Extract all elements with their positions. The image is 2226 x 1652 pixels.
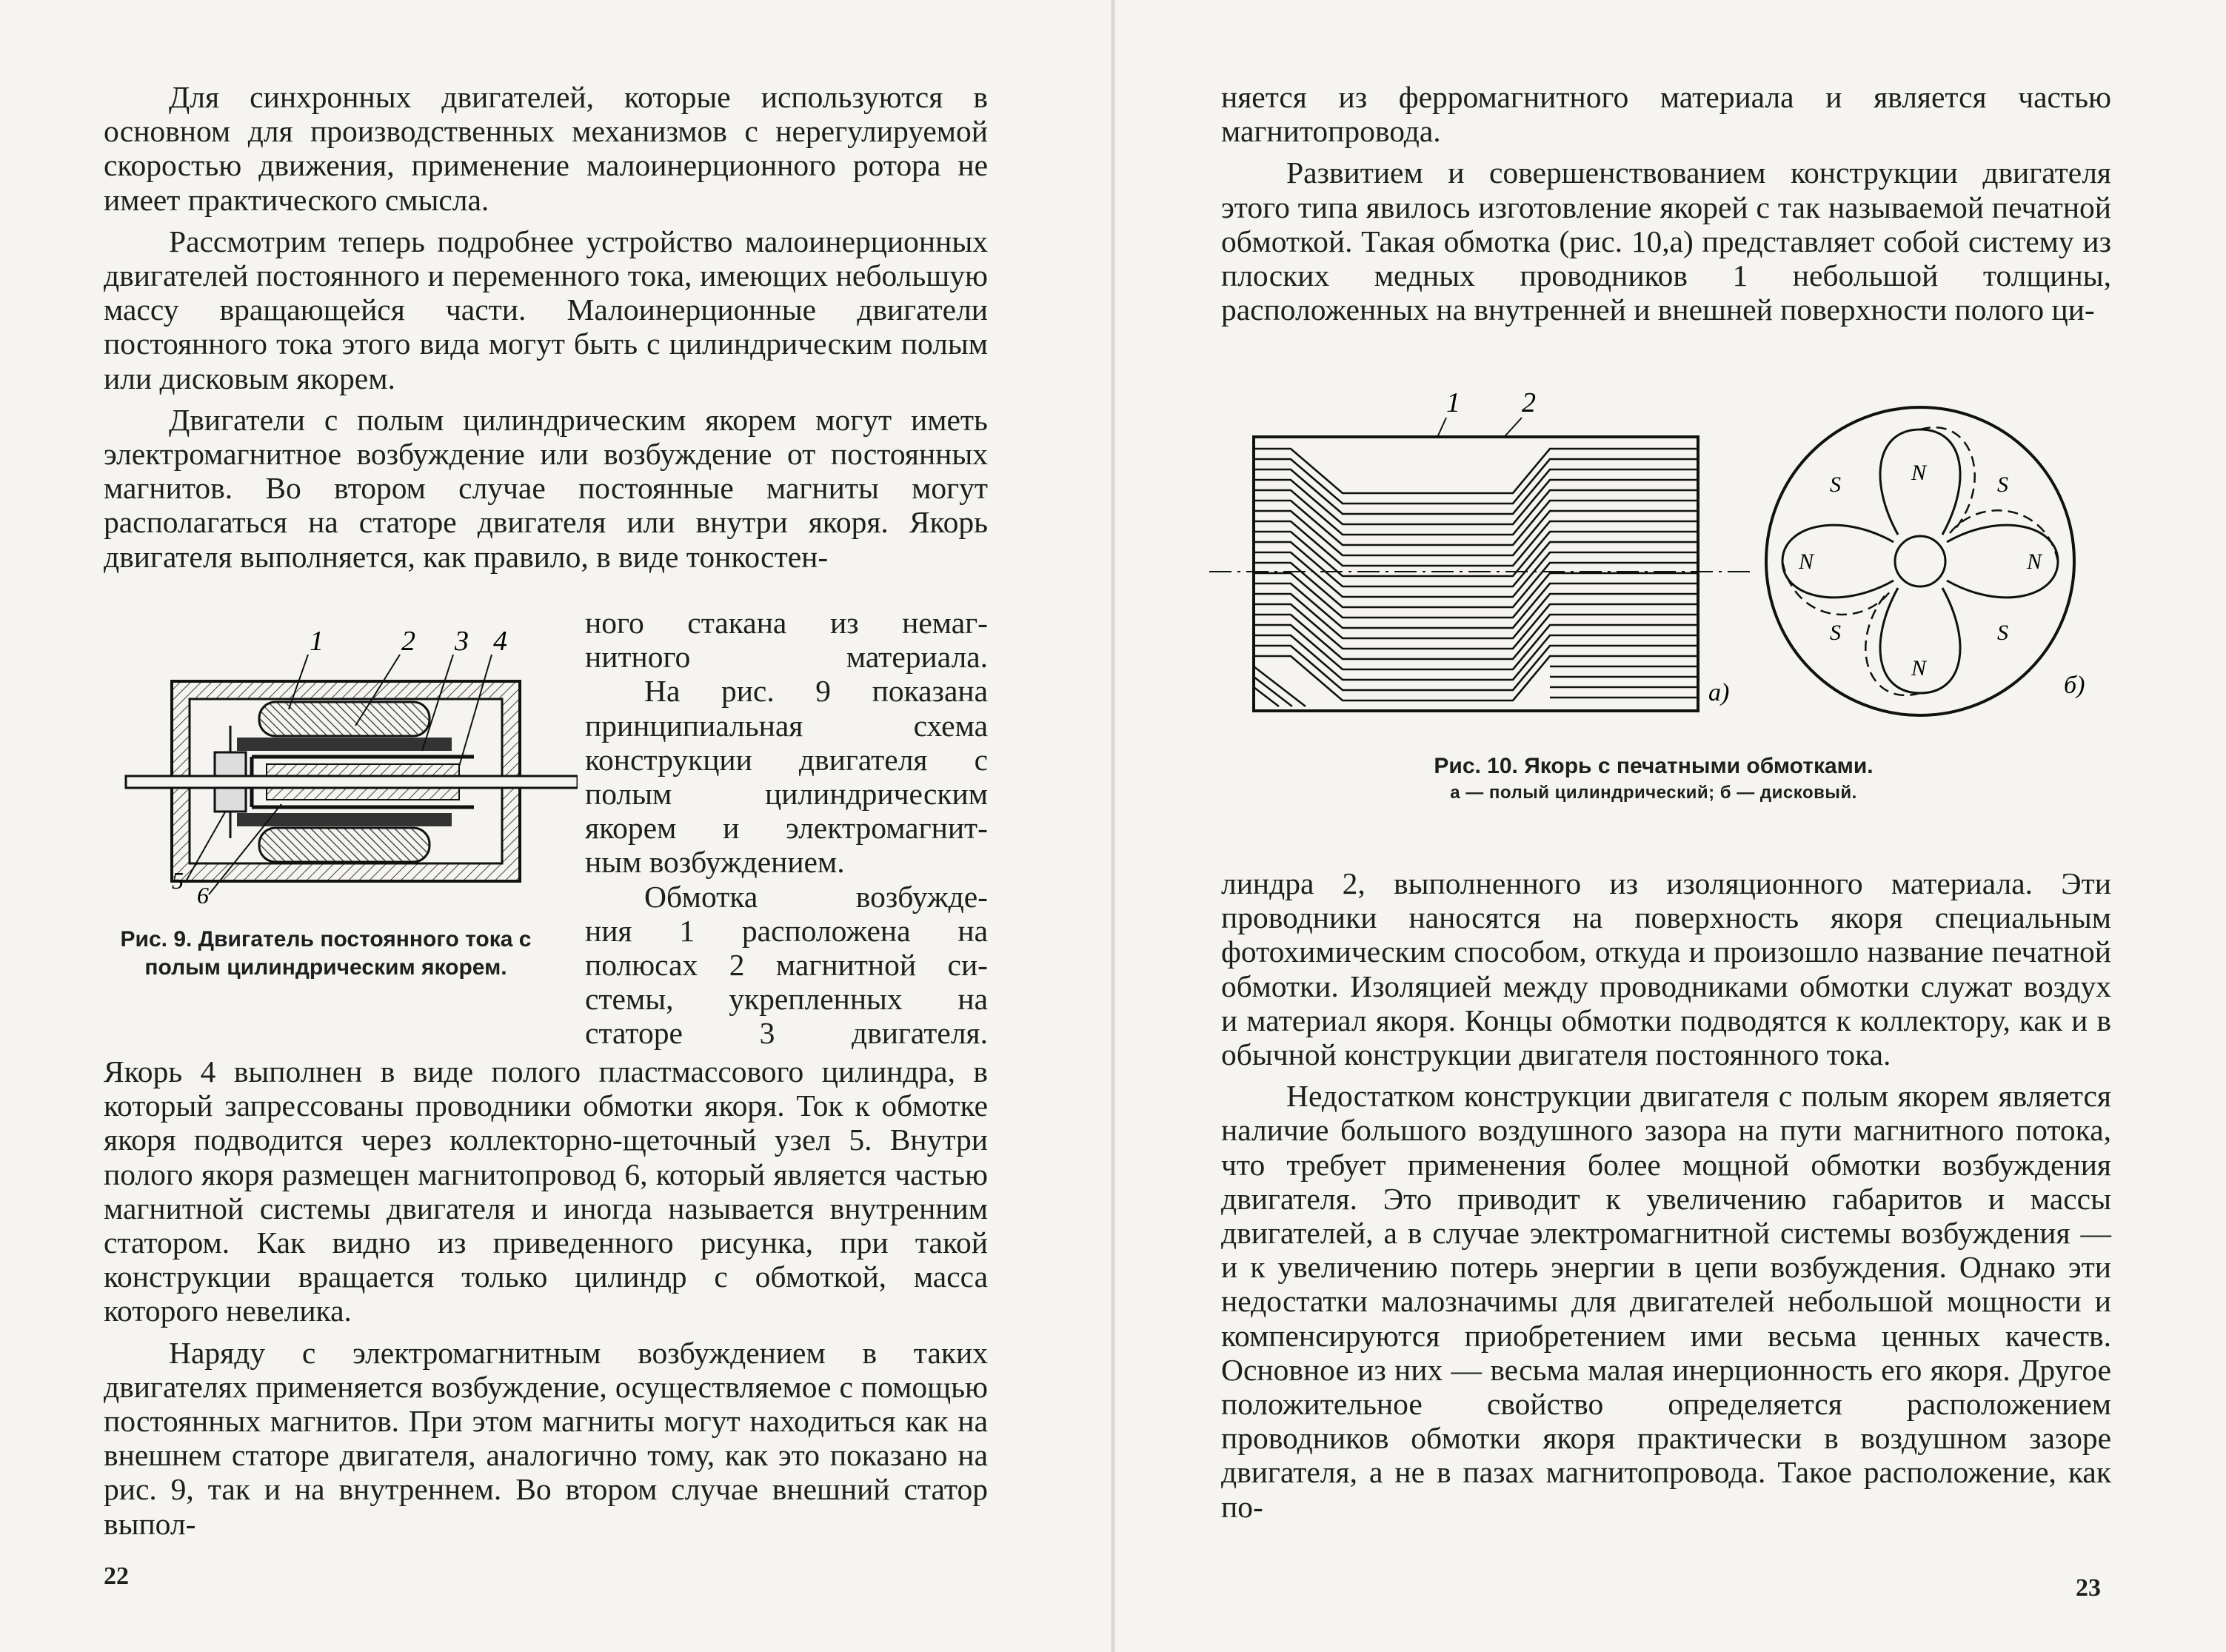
side-line: Обмотка возбужде- [644,879,988,914]
figure-10a-printed-winding [1202,385,1772,726]
left-bottom-text [104,1054,988,1541]
fig10-label-b: б) [2064,672,2085,699]
paragraph: Двигатели с полым цилиндрическим якорем могут иметь электромагнитное возбуждение или возбуждение от постоянных магнитов. Во втором случае постоянные магниты могут располагаться на статоре двигателя или внутри якоря. Якорь двигателя выполняется, как правило, в виде тонкостен- [104,402,988,574]
left-top-text [104,80,988,574]
fig9-label-1: 1 [310,626,324,657]
fig9-label-5: 5 [172,867,184,894]
right-top-text [1221,80,2111,327]
fig10-label-1: 1 [1446,387,1460,418]
side-line: ния 1 расположена на [585,913,988,948]
paragraph: Наряду с электромагнитным возбуждением в таких двигателях применяется возбуждение, осуществляемое с помощью постоянных магнитов. При этом магниты могут находиться как на внешнем статоре двигателя, аналогично тому, как это показано на рис. 9, так и на внутреннем. Во втором случае внешний статор выпол- [104,1335,988,1541]
side-line: принципиальная схема [585,708,988,743]
field-coil-bottom [259,828,430,862]
side-line: нитного материала. [585,640,988,675]
paragraph: Якорь 4 выполнен в виде полого пластмассового цилиндра, в который запрессованы проводники обмотки якоря. Ток к обмотке якоря подводится через коллекторно-щеточный узел 5. Внутри полого якоря размещен магнитопровод 6, который является частью магнитной системы двигателя и иногда называется внутренним статором. Как видно из приведенного рисунка, при такой конструкции вращается только цилиндр с обмоткой, масса которого невелика. [104,1054,988,1328]
fig9-label-3: 3 [455,626,469,657]
paragraph: Недостатком конструкции двигателя с полым якорем является наличие большого воздушного зазора на пути магнитного потока, что требует применения более мощной обмотки возбуждения двигателя. Это приводит к увеличению габаритов и массы двигателей, а в случае электромагнитной системы возбуждения — и к увеличению потерь энергии в цепи возбуждения. Однако эти недостатки малозначимы для двигателей небольшой мощности и компенсируются приобретением ими весьма ценных качеств. Основное из них — весьма малая инерционность его якоря. Другое положительное свойство определяется расположением проводников обмотки якоря практически в воздушном зазоре двигателя, а не в пазах магнитопровода. Такое расположение, как по- [1221,1079,2111,1524]
paragraph: линдра 2, выполненного из изоляционного материала. Эти проводники наносятся на поверхность якоря специальным фотохимическим способом, откуда и произошло название печатной обмотки. Изоляцией между проводниками обмотки служат воздух и материал якоря. Концы обмотки подводятся к коллектору, как и в обычной конструкции двигателя постоянного тока. [1221,866,2111,1072]
side-line: стемы, укрепленных на [585,982,988,1017]
paragraph: Рассмотрим теперь подробнее устройство малоинерционных двигателей постоянного и переменного тока, имеющих небольшую массу вращающейся части. Малоинерционные двигатели постоянного тока этого вида могут быть с цилиндрическим полым или дисковым якорем. [104,224,988,395]
side-line: полюсах 2 магнитной си- [585,948,988,983]
side-line: конструкции двигателя с [585,742,988,777]
paragraph: няется из ферромагнитного материала и является частью магнитопровода. [1221,80,2111,149]
fig9-label-6: 6 [197,882,209,903]
fig10-label-a: а) [1708,679,1730,706]
figure-10b-disc-armature [1750,400,2105,740]
pole-n-bottom: N [1911,656,1927,680]
shaft [126,776,578,788]
side-line: статоре 3 двигателя. [585,1016,988,1051]
side-line: якорем и электромагнит- [585,811,988,846]
left-side-text [585,606,988,1051]
side-line: На рис. 9 показана [644,674,988,709]
page-number: 22 [104,1562,129,1590]
paragraph: Развитием и совершенствованием конструкции двигателя этого типа явилось изготовление якорей с так называемой печатной обмоткой. Такая обмотка (рис. 10,а) представляет собой систему из плоских медных проводников 1 небольшой толщины, расположенных на внутренней и внешней поверхности полого ци- [1221,155,2111,327]
field-coil-top [259,702,430,736]
fig9-label-4: 4 [493,626,507,657]
side-line: ного стакана из немаг- [585,606,988,640]
figure-9-caption: Рис. 9. Двигатель постоянного тока с полым цилиндрическим якорем. [120,927,532,980]
side-line: полым цилиндрическим [585,777,988,812]
fig9-label-2: 2 [401,626,415,657]
side-line: ным возбуждением. [585,845,845,880]
pole-n-right: N [2027,549,2042,574]
pole-s-bottom-left: S [1830,621,1841,645]
figure-9-motor-diagram [104,622,578,903]
disc-hub [1895,536,1945,586]
pole-s-bottom-right: S [1997,621,2008,645]
right-bottom-text [1221,866,2111,1524]
right-page [1113,0,2226,1652]
pole-s-top-right: S [1997,472,2008,497]
pole-s-top-left: S [1830,472,1841,497]
page-number: 23 [2076,1574,2101,1602]
paragraph: Для синхронных двигателей, которые используются в основном для производственных механизмов с нерегулируемой скоростью движения, применение малоинерционного ротора не имеет практического смысла. [104,80,988,217]
fig10-label-2: 2 [1522,387,1536,418]
figure-10-caption: Рис. 10. Якорь с печатными обмотками. а — полый цилиндрический; б — дисковый. [1434,754,1874,803]
pole-n-left: N [1799,549,1814,574]
pole-n-top: N [1911,461,1927,485]
